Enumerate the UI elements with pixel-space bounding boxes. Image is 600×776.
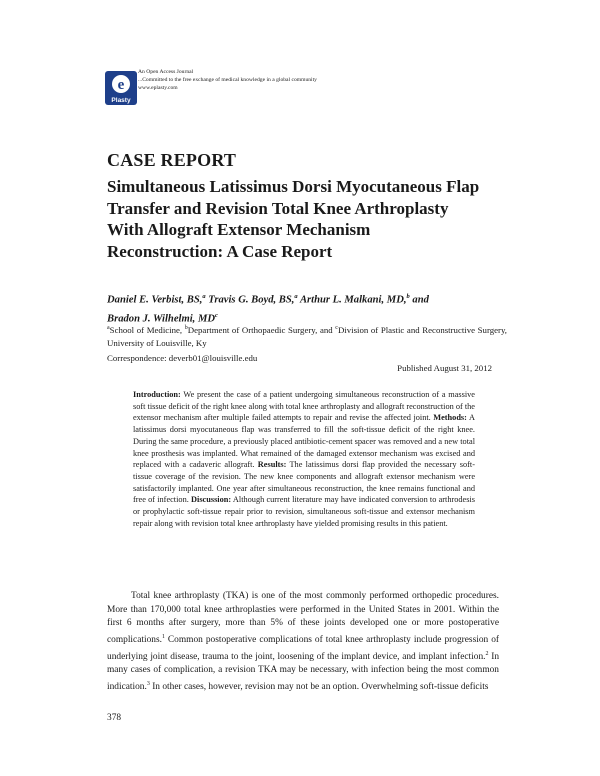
affil-text: Division of Plastic and Reconstructive Surgery, University of Louisville, Ky <box>107 324 507 348</box>
affil-text: School of Medicine, <box>109 324 185 335</box>
affil-mark: b <box>184 325 188 331</box>
citation-ref[interactable]: 1 <box>161 633 165 640</box>
author-name: Travis G. Boyd, BS, <box>208 294 295 306</box>
author-list <box>107 289 507 326</box>
abstract-discussion-label: Discussion: <box>191 495 232 505</box>
body-text-span: In many cases of complication, a revision TKA may be necessary, with infection being the most common indication. <box>107 651 500 692</box>
author-affil-mark: a <box>202 293 206 300</box>
abstract-results-text: The latissimus dorsi flap provided the necessary soft-tissue coverage of the revision. The new knee components and allograft extensor mechanism were satisfactorily implanted. One year after simultaneous reconstruction, the knee remains functional and free of infection. <box>133 460 475 505</box>
svg-text:e: e <box>117 77 125 93</box>
author-name: Arthur L. Malkani, MD, <box>299 294 407 306</box>
affil-text: Department of Orthopaedic Surgery, and <box>187 324 336 335</box>
journal-tagline-line2: ...Committed to the free exchange of medical knowledge in a global community <box>138 77 317 83</box>
author-conjunction: and <box>412 294 429 306</box>
author-affil-mark: c <box>215 311 218 319</box>
author-name: Daniel E. Verbist, BS, <box>107 294 203 306</box>
body-paragraph <box>107 590 499 695</box>
abstract-discussion-text: Although current literature may have indicated conversion to arthrodesis or prophylactic soft-tissue repair prior to revision, simultaneous soft-tissue and extensor mechanism repair along with revision total knee arthroplasty have yielded promising results in this patient. <box>133 495 476 528</box>
abstract-intro-text: We present the case of a patient undergoing simultaneous reconstruction of a massive soft tissue deficit of the right knee along with total knee arthroplasty and allograft reconstruction of the extensor mechanism after multiple failed attempts to repair and revise the affected joint. <box>133 390 475 423</box>
article-type: CASE REPORT <box>107 150 237 170</box>
abstract-methods-label: Methods: <box>433 413 467 423</box>
journal-tagline <box>138 68 317 92</box>
author-affil-mark: a <box>294 293 298 300</box>
citation-ref[interactable]: 2 <box>485 650 489 657</box>
body-text-span: In other cases, however, revision may not be an option. Overwhelming soft-tissue deficits <box>149 681 489 692</box>
svg-text:Plasty: Plasty <box>111 97 131 104</box>
body-text-span: Total knee arthroplasty (TKA) is one of the most commonly performed orthopedic procedures. More than 170,000 total knee arthroplasties were performed in the United States in 2001. Within the first 6 months after surgery, more than 5% of these joints developed one or more postoperative complications. <box>107 591 499 645</box>
affiliations <box>107 322 507 350</box>
author-name: Bradon J. Wilhelmi, MD <box>107 313 216 325</box>
correspondence: Correspondence: deverb01@louisville.edu <box>107 353 258 363</box>
body-text <box>107 590 499 695</box>
abstract-results-label: Results: <box>257 460 287 470</box>
abstract-intro-label: Introduction: <box>133 390 181 399</box>
author-affil-mark: b <box>406 293 410 300</box>
journal-url[interactable]: www.eplasty.com <box>138 85 178 91</box>
body-text-span: Common postoperative complications of total knee arthroplasty include progression of underlying joint disease, trauma to the joint, loosening of the implant device, and implant infection. <box>107 634 499 662</box>
eplasty-logo <box>104 70 138 106</box>
abstract <box>133 389 475 529</box>
affil-mark: c <box>335 325 338 331</box>
citation-ref[interactable]: 3 <box>146 680 150 687</box>
affil-mark: a <box>107 325 110 331</box>
article-title: Simultaneous Latissimus Dorsi Myocutaneous Flap Transfer and Revision Total Knee Arthroplasty With Allograft Extensor Mechanism Reconstruction: A Case Report <box>107 177 480 261</box>
page-number: 378 <box>107 713 122 723</box>
journal-tagline-line1: An Open Access Journal <box>138 69 194 75</box>
published-date: Published August 31, 2012 <box>397 363 492 373</box>
abstract-methods-text: A latissimus dorsi myocutaneous flap was transferred to fill the soft-tissue deficit of the right knee. During the same procedure, a previously placed antibiotic-cement spacer was removed and a new total knee prosthesis was implanted. What remained of the damaged extensor mechanism was excised and replaced with a cadaveric allograft. <box>133 413 476 470</box>
